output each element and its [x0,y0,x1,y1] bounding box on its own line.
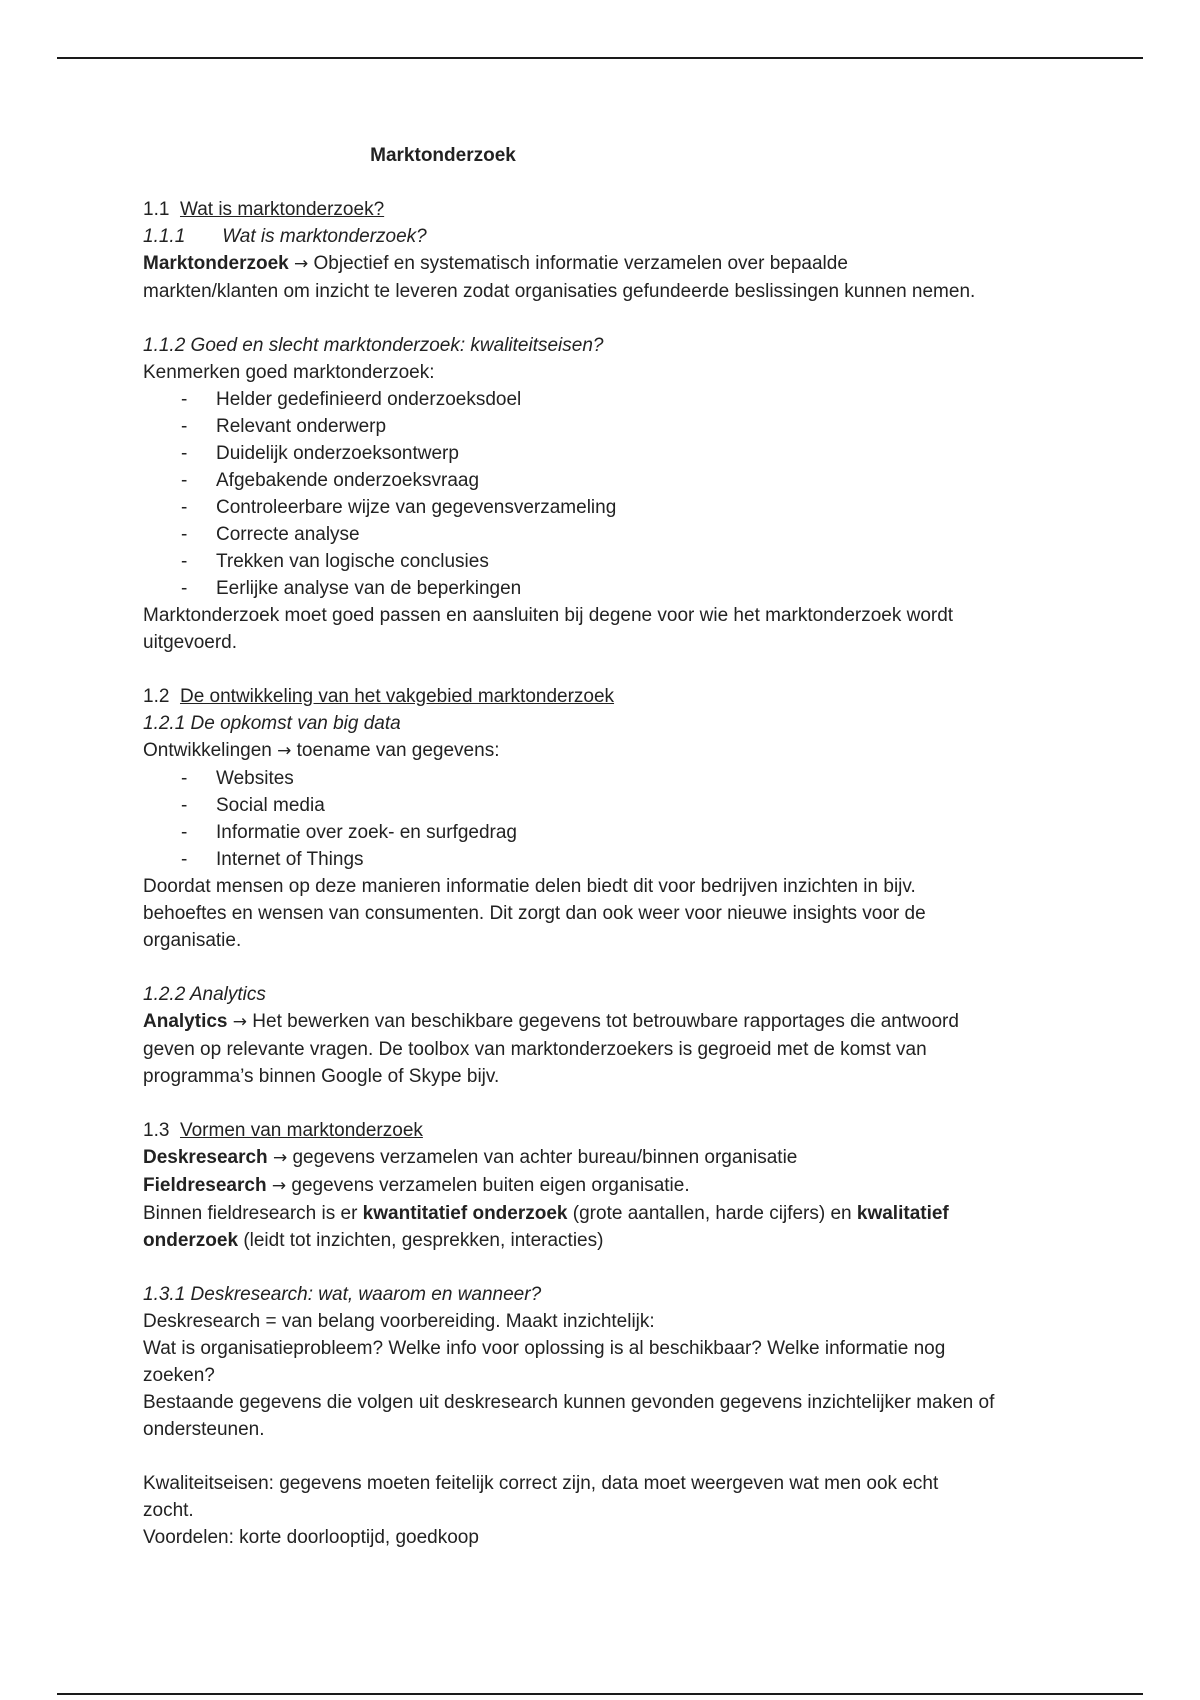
text: Binnen fieldresearch is er [143,1203,358,1224]
arrow-right-icon: → [293,254,309,274]
intro-text: toename van gegevens: [296,740,500,761]
list-item: - Relevant onderwerp [143,413,1073,440]
section-number: 1.1.1 [143,226,186,247]
paragraph-line: geven op relevante vragen. De toolbox van marktonderzoekers is gegroeid met de komst van [143,1039,927,1060]
arrow-right-icon: → [271,1176,287,1196]
definition-text: gegevens verzamelen buiten eigen organisatie. [291,1175,690,1196]
definition-fieldresearch [143,1172,1073,1200]
section-title: De ontwikkeling van het vakgebied marktonderzoek [179,686,615,707]
section-1-1-1-heading [143,223,1073,250]
text: (leidt tot inzichten, gesprekken, interacties) [243,1230,604,1251]
definition-deskresearch [143,1144,1073,1172]
list-item: - Websites [143,765,1073,792]
list-intro: Kenmerken goed marktonderzoek: [143,362,435,383]
paragraph-line: behoeftes en wensen van consumenten. Dit zorgt dan ook weer voor nieuwe insights voor de [143,903,926,924]
big-data-sources-list [143,765,1073,873]
list-item: - Controleerbare wijze van gegevensverzameling [143,494,1073,521]
definition-analytics [143,1008,1073,1036]
paragraph-line: Bestaande gegevens die volgen uit deskresearch kunnen gevonden gegevens inzichtelijker maken of [143,1392,995,1413]
list-item: - Helder gedefinieerd onderzoeksdoel [143,386,1073,413]
section-1-1-2-heading: 1.1.2 Goed en slecht marktonderzoek: kwaliteitseisen? [143,335,604,356]
term: onderzoek [143,1230,239,1251]
list-item: - Informatie over zoek- en surfgedrag [143,819,1073,846]
section-1-2-1-heading: 1.2.1 De opkomst van big data [143,713,401,734]
section-number: 1.2 [143,686,170,707]
paragraph-line: zoeken? [143,1365,215,1386]
footer-rule [57,1693,1143,1695]
definition-marktonderzoek [143,250,1073,278]
document-body [143,142,1073,1551]
arrow-right-icon: → [272,1148,288,1168]
list-item: - Duidelijk onderzoeksontwerp [143,440,1073,467]
term: kwalitatief [856,1203,949,1224]
paragraph-line: Voordelen: korte doorlooptijd, goedkoop [143,1527,479,1548]
section-title: Wat is marktonderzoek? [179,199,385,220]
section-1-3-1-heading: 1.3.1 Deskresearch: wat, waarom en wanneer? [143,1284,542,1305]
paragraph-line [143,1227,1073,1254]
document-title: Marktonderzoek [370,145,516,166]
list-item: - Social media [143,792,1073,819]
term: Deskresearch [143,1147,268,1168]
list-item: - Correcte analyse [143,521,1073,548]
section-1-2-2-heading: 1.2.2 Analytics [143,984,266,1005]
term: Marktonderzoek [143,253,289,274]
section-number: 1.3 [143,1120,170,1141]
paragraph-line: ondersteunen. [143,1419,265,1440]
quality-criteria-list [143,386,1073,602]
paragraph-line: uitgevoerd. [143,632,238,653]
paragraph-line: programma’s binnen Google of Skype bijv. [143,1066,500,1087]
section-1-2-heading [143,683,1073,710]
definition-text: Het bewerken van beschikbare gegevens tot betrouwbare rapportages die antwoord [252,1011,959,1032]
definition-text-line: markten/klanten om inzicht te leveren zodat organisaties gefundeerde beslissingen kunnen nemen. [143,281,976,302]
paragraph-line: Doordat mensen op deze manieren informatie delen biedt dit voor bedrijven inzichten in bijv. [143,876,916,897]
definition-text: gegevens verzamelen van achter bureau/binnen organisatie [292,1147,798,1168]
list-item: - Eerlijke analyse van de beperkingen [143,575,1073,602]
section-title: Vormen van marktonderzoek [179,1120,423,1141]
paragraph-line: organisatie. [143,930,242,951]
definition-text: Objectief en systematisch informatie verzamelen over bepaalde [313,253,848,274]
section-1-3-heading [143,1117,1073,1144]
paragraph-line [143,1200,1073,1227]
paragraph-line: Kwaliteitseisen: gegevens moeten feitelijk correct zijn, data moet weergeven wat men ook echt [143,1473,939,1494]
text: (grote aantallen, harde cijfers) en [572,1203,852,1224]
section-title: Wat is marktonderzoek? [222,226,427,247]
section-1-1-heading [143,196,1073,223]
list-item: - Afgebakende onderzoeksvraag [143,467,1073,494]
arrow-right-icon: → [232,1012,248,1032]
paragraph-line: Deskresearch = van belang voorbereiding. Maakt inzichtelijk: [143,1311,655,1332]
paragraph-line: Wat is organisatieprobleem? Welke info voor oplossing is al beschikbaar? Welke informatie nog [143,1338,946,1359]
intro-text: Ontwikkelingen [143,740,272,761]
section-number: 1.1 [143,199,170,220]
paragraph-line: zocht. [143,1500,194,1521]
term: Fieldresearch [143,1175,267,1196]
paragraph-line: Marktonderzoek moet goed passen en aansluiten bij degene voor wie het marktonderzoek wordt [143,605,954,626]
list-item: - Internet of Things [143,846,1073,873]
arrow-right-icon: → [277,741,292,761]
term: Analytics [143,1011,228,1032]
term: kwantitatief onderzoek [362,1203,568,1224]
list-intro [143,737,1073,765]
header-rule [57,57,1143,59]
list-item: - Trekken van logische conclusies [143,548,1073,575]
